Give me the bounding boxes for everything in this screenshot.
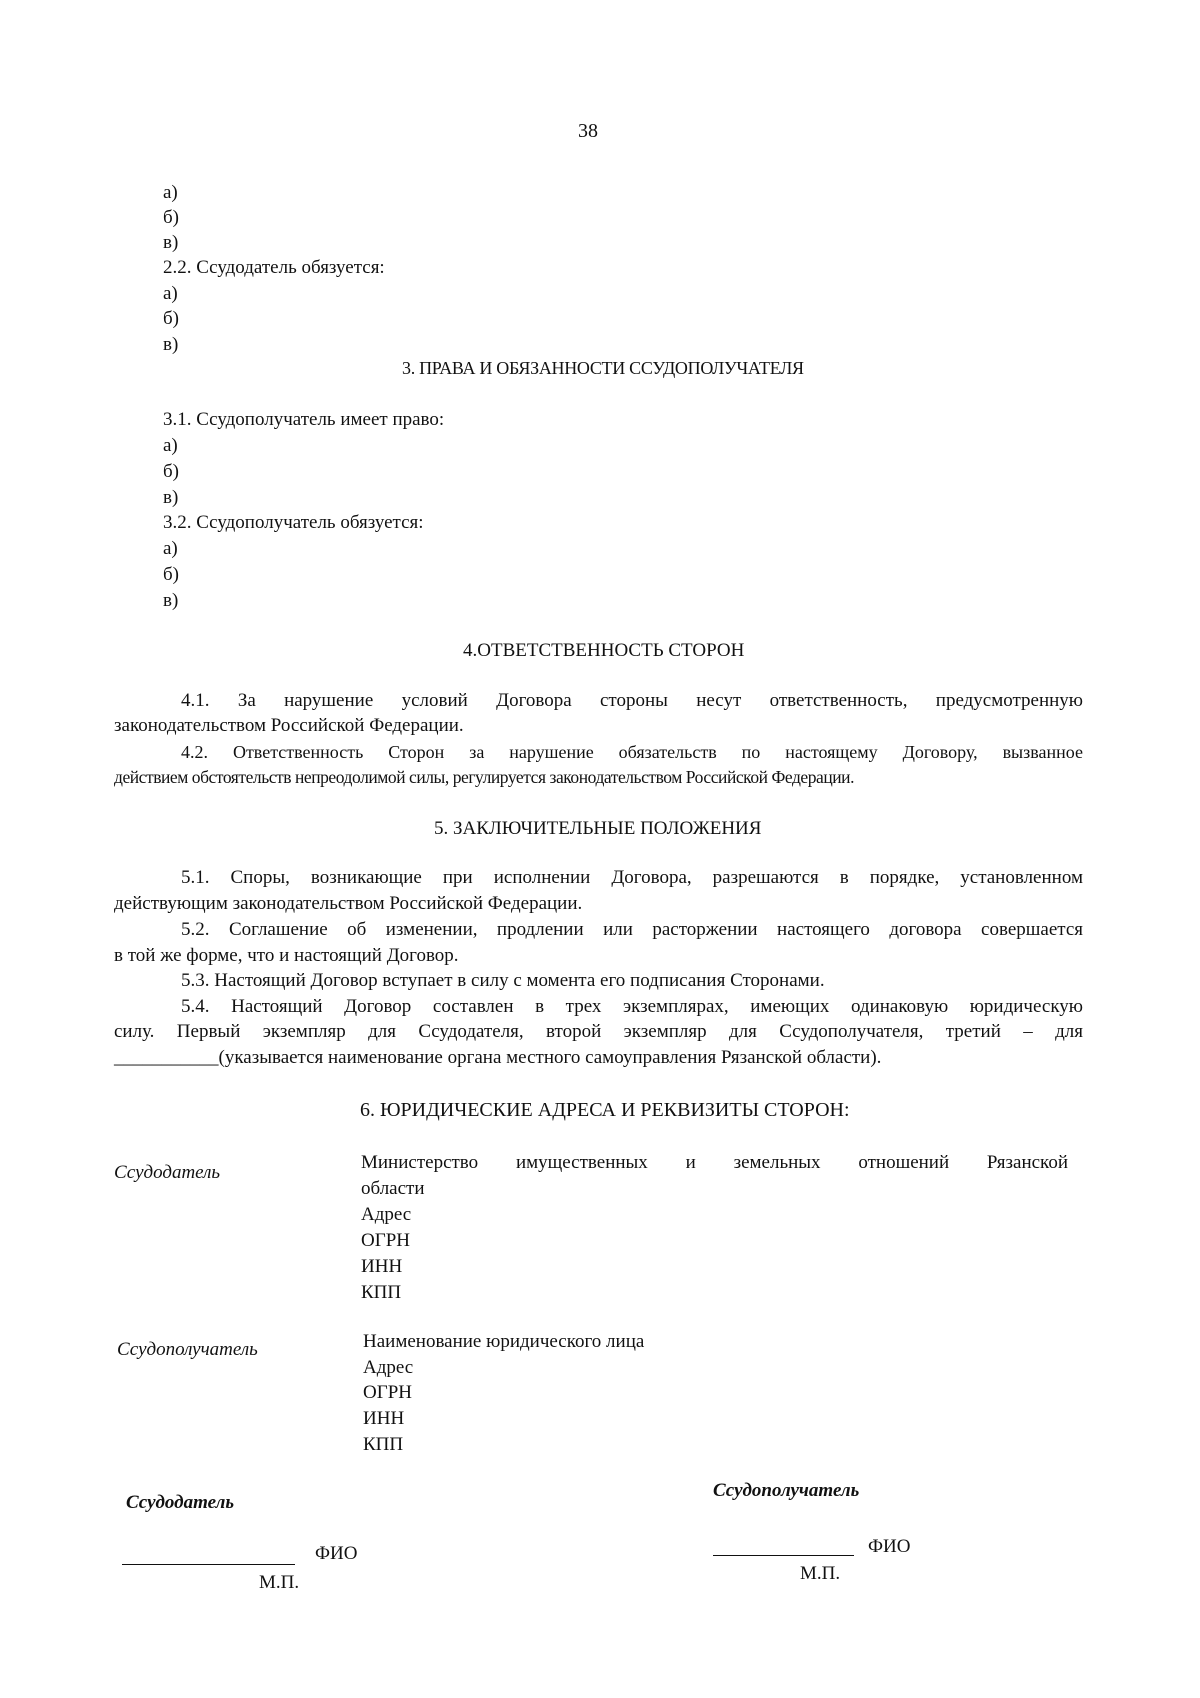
signature-right-role: Ссудополучатель <box>713 1480 860 1501</box>
signature-left-stamp: М.П. <box>259 1572 300 1593</box>
list-item: б) <box>163 461 179 482</box>
lender-name-line2: области <box>361 1178 425 1199</box>
clause-5-4-line1: 5.4. Настоящий Договор составлен в трех экземплярах, имеющих одинаковую юридическую <box>181 996 1083 1017</box>
list-item: в) <box>163 232 179 253</box>
clause-4-2-line1: 4.2. Ответственность Сторон за нарушение обязательств по настоящему Договору, вызванное <box>181 742 1083 762</box>
lender-role-label: Ссудодатель <box>114 1162 221 1183</box>
clause-4-2-line2: действием обстоятельств непреодолимой силы, регулируется законодательством Российской Федерации. <box>114 767 855 787</box>
lender-name-line1: Министерство имущественных и земельных отношений Рязанской <box>361 1152 1068 1173</box>
clause-5-2-line1: 5.2. Соглашение об изменении, продлении или расторжении настоящего договора совершается <box>181 919 1083 940</box>
clause-3-1-label: 3.1. Ссудополучатель имеет право: <box>163 409 445 430</box>
list-item: б) <box>163 207 179 228</box>
list-item: а) <box>163 283 178 304</box>
signature-right-fio: ФИО <box>868 1536 911 1557</box>
page-number: 38 <box>578 120 598 142</box>
clause-3-2-label: 3.2. Ссудополучатель обязуется: <box>163 512 424 533</box>
list-item: б) <box>163 308 179 329</box>
section-5-title: 5. ЗАКЛЮЧИТЕЛЬНЫЕ ПОЛОЖЕНИЯ <box>434 818 762 839</box>
signature-left-line <box>122 1564 295 1565</box>
clause-4-1-line2: законодательством Российской Федерации. <box>114 715 464 736</box>
clause-5-4-line2: силу. Первый экземпляр для Ссудодателя, второй экземпляр для Ссудополучателя, третий – для <box>114 1021 1083 1042</box>
list-item: б) <box>163 564 179 585</box>
lender-field-inn: ИНН <box>361 1256 403 1277</box>
borrower-role-label: Ссудополучатель <box>117 1339 258 1360</box>
borrower-field-ogrn: ОГРН <box>363 1382 412 1403</box>
clause-4-1-line1: 4.1. За нарушение условий Договора стороны несут ответственность, предусмотренную <box>181 690 1083 711</box>
signature-left-role: Ссудодатель <box>126 1492 235 1513</box>
lender-field-kpp: КПП <box>361 1282 402 1303</box>
borrower-name: Наименование юридического лица <box>363 1331 645 1352</box>
lender-field-address: Адрес <box>361 1204 412 1225</box>
clause-5-4-line3: ___________(указывается наименование органа местного самоуправления Рязанской области). <box>114 1047 882 1068</box>
section-4-title: 4.ОТВЕТСТВЕННОСТЬ СТОРОН <box>463 640 745 661</box>
clause-5-1-line1: 5.1. Споры, возникающие при исполнении Договора, разрешаются в порядке, установленном <box>181 867 1083 888</box>
clause-2-2-label: 2.2. Ссудодатель обязуется: <box>163 257 385 278</box>
borrower-field-kpp: КПП <box>363 1434 404 1455</box>
borrower-field-inn: ИНН <box>363 1408 405 1429</box>
section-3-title: 3. ПРАВА И ОБЯЗАННОСТИ ССУДОПОЛУЧАТЕЛЯ <box>402 358 804 378</box>
lender-field-ogrn: ОГРН <box>361 1230 410 1251</box>
clause-5-2-line2: в той же форме, что и настоящий Договор. <box>114 945 459 966</box>
list-item: в) <box>163 487 179 508</box>
list-item: а) <box>163 538 178 559</box>
list-item: в) <box>163 590 179 611</box>
borrower-field-address: Адрес <box>363 1357 414 1378</box>
signature-left-fio: ФИО <box>315 1543 358 1564</box>
list-item: а) <box>163 435 178 456</box>
list-item: а) <box>163 182 178 203</box>
list-item: в) <box>163 334 179 355</box>
signature-right-line <box>713 1555 854 1556</box>
clause-5-3: 5.3. Настоящий Договор вступает в силу с момента его подписания Сторонами. <box>181 970 825 991</box>
clause-5-1-line2: действующим законодательством Российской Федерации. <box>114 893 583 914</box>
signature-right-stamp: М.П. <box>800 1563 841 1584</box>
section-6-title: 6. ЮРИДИЧЕСКИЕ АДРЕСА И РЕКВИЗИТЫ СТОРОН: <box>360 1099 850 1121</box>
